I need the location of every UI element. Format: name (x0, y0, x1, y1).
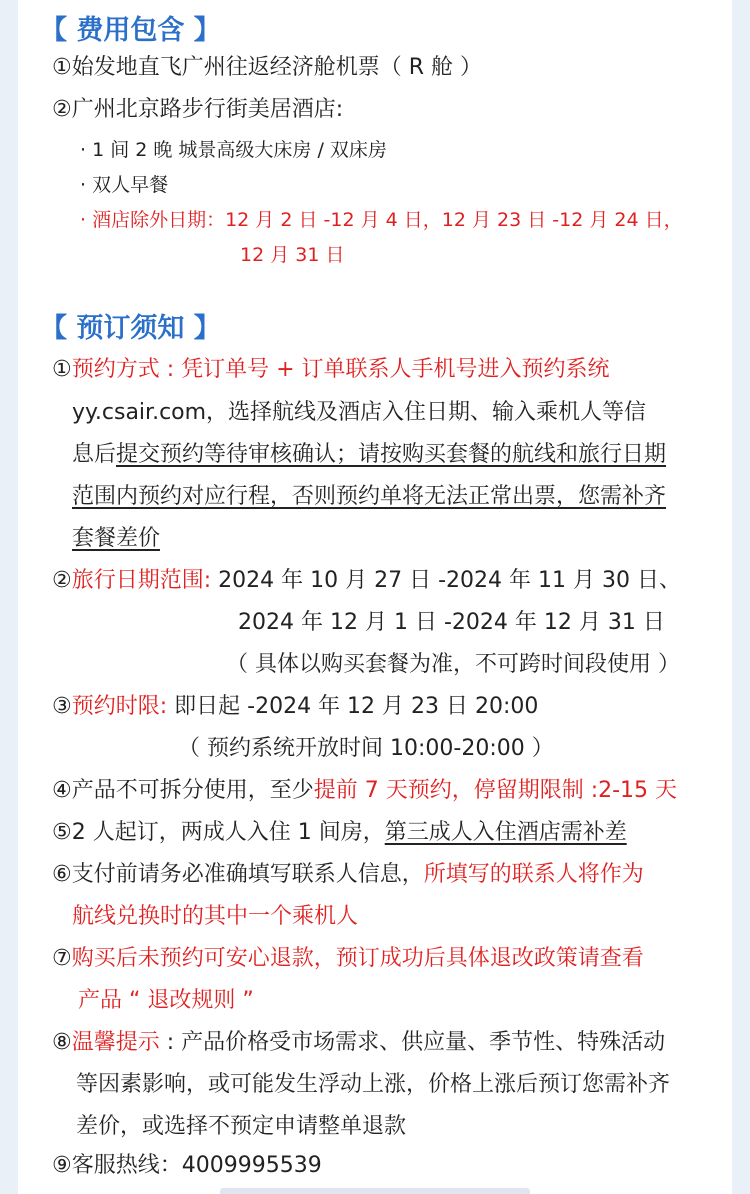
notice-5-b: 第三成人入住酒店需补差 (384, 820, 627, 845)
notice-1-line-4: 范围内预约对应行程，否则预约单将无法正常出票，您需补齐 (72, 484, 667, 509)
notice-1-line-3 (72, 437, 666, 468)
fees-section-title: 【 费用包含 】 (40, 15, 221, 46)
notice-7-line-1 (52, 941, 644, 972)
fees-sub-room: · 1 间 2 晚 城景高级大床房 / 双床房 (80, 139, 387, 161)
notice-8-number: ⑧ (52, 1030, 72, 1055)
notice-1-line-3-b: 提交预约等待审核确认；请按购买套餐的航线和旅行日期 (116, 442, 667, 467)
notice-1-number: ① (52, 357, 72, 382)
notice-2-range-1: 2024 年 10 月 27 日 -2024 年 11 月 30 日、 (211, 568, 681, 593)
fees-item-flight: ①始发地直飞广州往返经济舱机票（ R 舱 ） (52, 55, 482, 80)
notice-7-number: ⑦ (52, 946, 72, 971)
notice-1-label: 预约方式 : 凭订单号 + 订单联系人手机号进入预约系统 (71, 357, 610, 382)
fees-sub-breakfast: · 双人早餐 (80, 174, 169, 196)
notice-1-line-1 (52, 352, 610, 383)
customer-service-hotline: ⑨客服热线：4009995539 (52, 1153, 322, 1178)
notice-3-label: 预约时限: (71, 694, 168, 719)
notice-2-label: 旅行日期范围: (71, 568, 212, 593)
notice-2-note: （ 具体以购买套餐为准，不可跨时间段使用 ） (226, 652, 680, 677)
bottom-scroll-indicator (220, 1188, 530, 1194)
notice-3-note: （ 预约系统开放时间 10:00-20:00 ） (178, 736, 554, 761)
notice-section-title: 【 预订须知 】 (40, 313, 221, 344)
notice-7-a: 购买后未预约可安心退款，预订成功后具体退改政策请查看 (71, 946, 644, 971)
notice-8-label: 温馨提示 (71, 1030, 160, 1055)
notice-3-number: ③ (52, 694, 72, 719)
notice-6-line-1 (52, 857, 644, 888)
notice-8-line-2: 等因素影响，或可能发生浮动上涨，价格上涨后预订您需补齐 (76, 1072, 671, 1097)
notice-2-line-1 (52, 563, 681, 594)
notice-5 (52, 815, 627, 846)
notice-1-line-5: 套餐差价 (72, 526, 161, 551)
notice-2-range-2: 2024 年 12 月 1 日 -2024 年 12 月 31 日 (238, 610, 665, 635)
notice-1-line-3-a: 息后 (72, 442, 117, 467)
notice-8-line-1 (52, 1025, 665, 1056)
fees-item-hotel: ②广州北京路步行街美居酒店: (52, 97, 344, 122)
notice-6-b: 所填写的联系人将作为 (423, 862, 644, 887)
notice-2-number: ② (52, 568, 72, 593)
fees-sub-excluded-dates: · 酒店除外日期：12 月 2 日 -12 月 4 日，12 月 23 日 -12 月 24 日， (80, 209, 683, 231)
fees-sub-excluded-dates-cont: 12 月 31 日 (240, 244, 345, 266)
notice-8-a: : 产品价格受市场需求、供应量、季节性、特殊活动 (159, 1030, 666, 1055)
notice-8-line-3: 差价，或选择不预定申请整单退款 (76, 1114, 407, 1139)
notice-5-a: ⑤2 人起订，两成人入住 1 间房， (52, 820, 385, 845)
notice-3-deadline: 即日起 -2024 年 12 月 23 日 20:00 (167, 694, 539, 719)
notice-3-line-1 (52, 689, 538, 720)
notice-4-b: 提前 7 天预约，停留期限制 :2-15 天 (313, 778, 678, 803)
notice-4 (52, 773, 677, 804)
notice-6-line-2: 航线兑换时的其中一个乘机人 (72, 904, 359, 929)
notice-7-line-2: 产品 “ 退改规则 ” (78, 988, 254, 1013)
notice-1-line-2: yy.csair.com，选择航线及酒店入住日期、输入乘机人等信 (72, 400, 647, 425)
notice-4-a: ④产品不可拆分使用，至少 (52, 778, 314, 803)
notice-6-a: ⑥支付前请务必准确填写联系人信息， (52, 862, 424, 887)
